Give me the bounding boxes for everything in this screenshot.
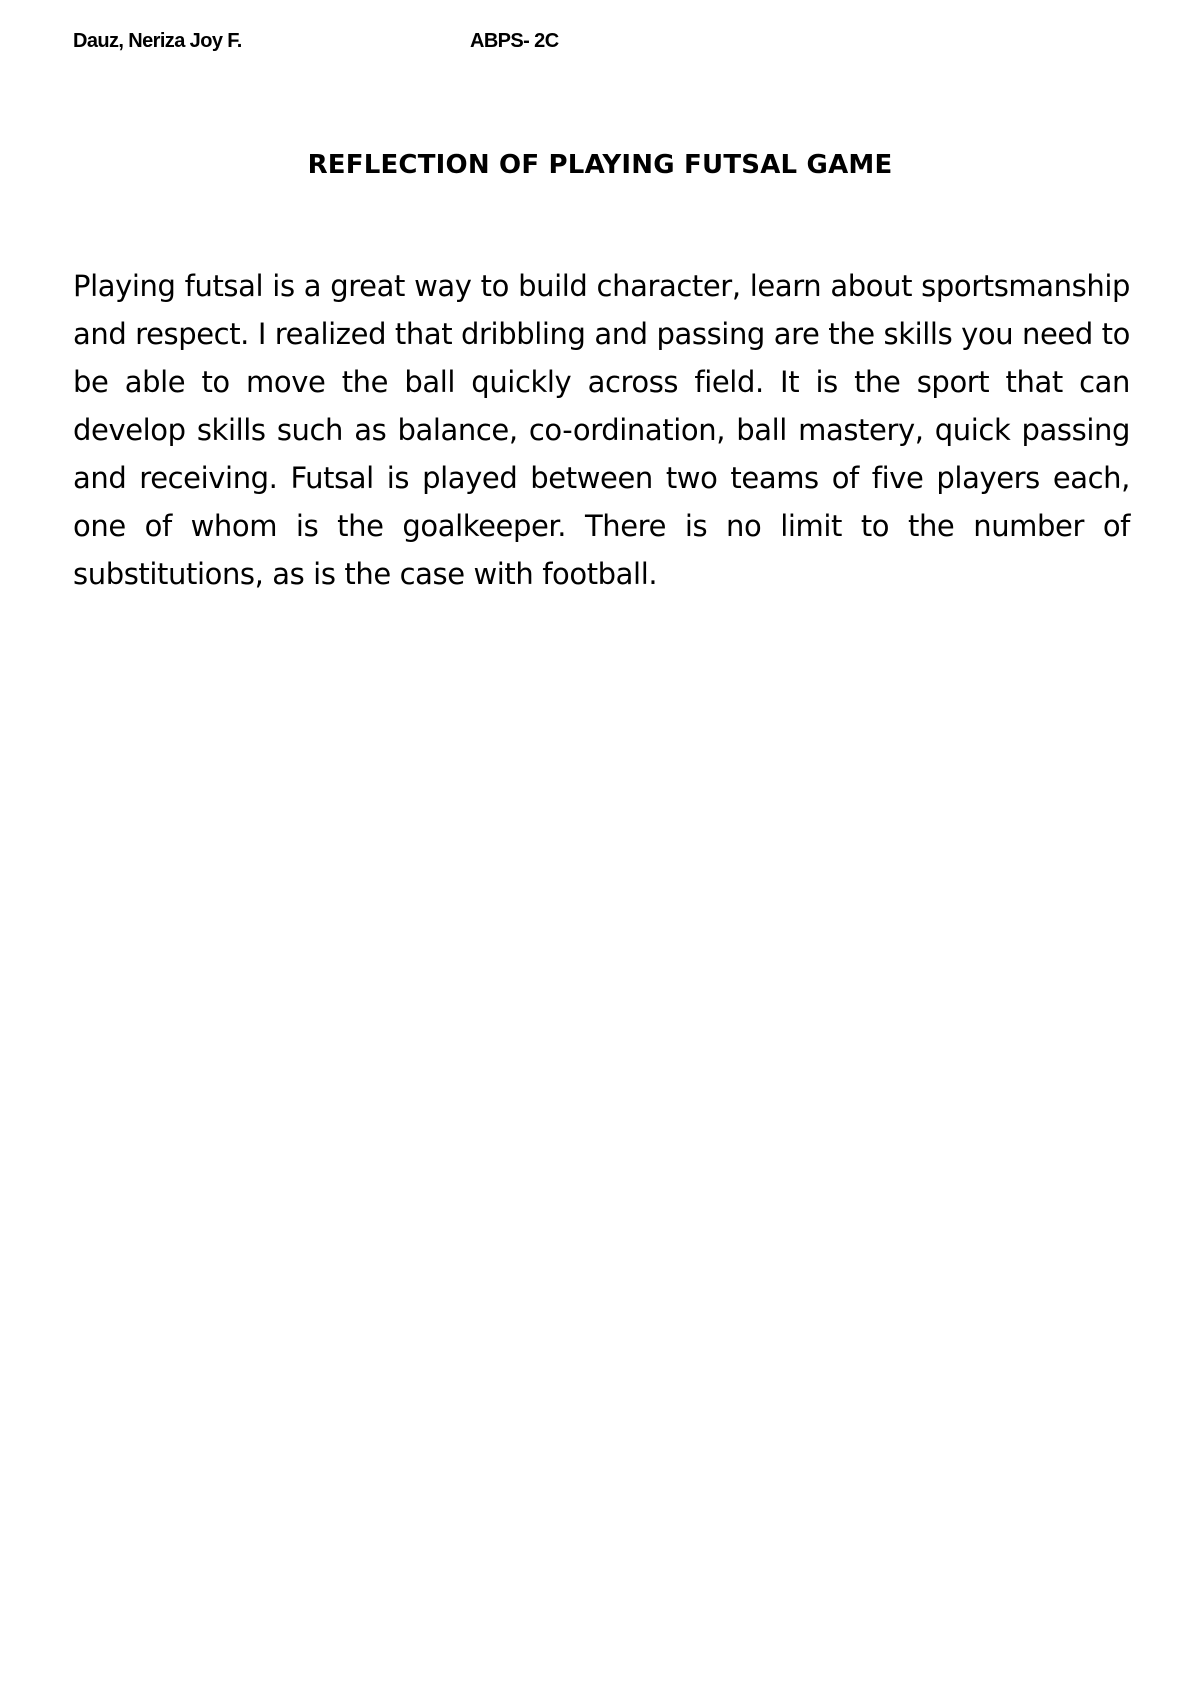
document-title: REFLECTION OF PLAYING FUTSAL GAME — [307, 150, 893, 180]
class-section: ABPS- 2C — [470, 30, 559, 52]
student-name: Dauz, Neriza Joy F. — [73, 30, 242, 52]
page-header — [73, 30, 673, 60]
reflection-paragraph: Playing futsal is a great way to build character, learn about sportsmanship and respect. I realized that dribbling and passing are the skills you need to be able to move the ball quickly across field. It is the sport that can develop skills such as balance, co-ordination, ball mastery, quick passing and receiving. Futsal is played between two teams of five players each, one of whom is the goalkeeper. There is no limit to the number of substitutions, as is the case with football. — [73, 269, 1130, 591]
